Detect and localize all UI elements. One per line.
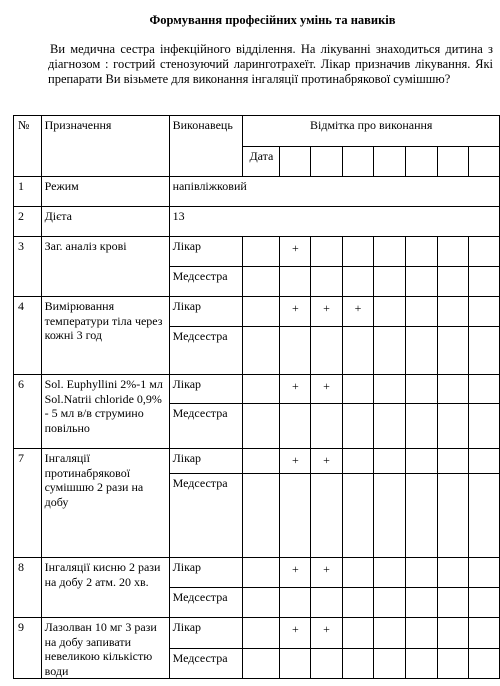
mark-cell [243, 449, 280, 474]
mark-cell: + [280, 375, 311, 404]
row-num: 1 [14, 177, 42, 207]
mark-cell: + [280, 449, 311, 474]
header-date: Дата [243, 147, 280, 177]
row-nurse: Медсестра [169, 404, 243, 449]
treatment-table [13, 115, 500, 679]
mark-cell [342, 558, 374, 588]
row-nurse: Медсестра [169, 649, 243, 679]
row-num: 3 [14, 237, 42, 297]
table-row [14, 618, 500, 649]
mark-cell: + [280, 558, 311, 588]
row-doctor: Лікар [169, 618, 243, 649]
row-num: 9 [14, 618, 42, 679]
row-doctor: Лікар [169, 237, 243, 267]
row-num: 2 [14, 207, 42, 237]
row-purpose: Інгаляції протинабрякової сумішшю 2 рази на добу [41, 449, 169, 558]
table-row [14, 449, 500, 474]
mark-cell [311, 237, 342, 267]
row-nurse: Медсестра [169, 327, 243, 375]
header-num: № [14, 116, 42, 177]
table-row [14, 297, 500, 327]
task-text: Ви медична сестра інфекційного відділення. На лікуванні знаходиться дитина з діагнозом : гострий стенозуючий ларинготрахеїт. Лікар призначив лікування. Які препарати Ви візьмете для виконання інгаляції протинабрякової сумішшю? [48, 42, 493, 86]
mark-cell [342, 375, 374, 404]
row-doctor: Лікар [169, 297, 243, 327]
row-num: 6 [14, 375, 42, 449]
mark-cell [342, 237, 374, 267]
mark-cell: + [280, 297, 311, 327]
table-row [14, 237, 500, 267]
mark-cell [243, 558, 280, 588]
mark-cell [243, 375, 280, 404]
row-purpose: Режим [41, 177, 169, 207]
row-num: 7 [14, 449, 42, 558]
row-doctor: Лікар [169, 558, 243, 588]
header-marks: Відмітка про виконання [243, 116, 500, 147]
mark-cell: + [311, 618, 342, 649]
mark-cell [342, 618, 374, 649]
header-executor: Виконавець [169, 116, 243, 177]
mark-cell: + [311, 375, 342, 404]
mark-cell: + [311, 558, 342, 588]
mark-cell [243, 618, 280, 649]
row-nurse: Медсестра [169, 474, 243, 558]
mark-cell: + [311, 297, 342, 327]
mark-cell: + [311, 449, 342, 474]
mark-cell [243, 237, 280, 267]
mark-cell: + [280, 618, 311, 649]
page-title: Формування професійних умінь та навиків [149, 13, 396, 27]
row-doctor: Лікар [169, 449, 243, 474]
header-purpose: Призначення [41, 116, 169, 177]
mark-cell: + [280, 237, 311, 267]
row-purpose: Інгаляції кисню 2 рази на добу 2 атм. 20 хв. [41, 558, 169, 618]
row-purpose: Заг. аналіз крові [41, 237, 169, 297]
table-row [14, 207, 500, 237]
row-purpose: Лазолван 10 мг 3 рази на добу запивати невеликою кількістю води [41, 618, 169, 679]
row-purpose: Дієта [41, 207, 169, 237]
row-purpose: Вимірювання температури тіла через кожні 3 год [41, 297, 169, 375]
row-nurse: Медсестра [169, 588, 243, 618]
table-row [14, 558, 500, 588]
row-executor: 13 [169, 207, 499, 237]
mark-cell [243, 297, 280, 327]
table-row [14, 375, 500, 404]
row-num: 4 [14, 297, 42, 375]
mark-cell [342, 449, 374, 474]
row-executor: напівліжковий [169, 177, 499, 207]
table-row [14, 177, 500, 207]
row-num: 8 [14, 558, 42, 618]
row-purpose: Sol. Euphyllini 2%-1 мл Sol.Natrii chloride 0,9% - 5 мл в/в струмино повільно [41, 375, 169, 449]
mark-cell: + [342, 297, 374, 327]
row-doctor: Лікар [169, 375, 243, 404]
row-nurse: Медсестра [169, 267, 243, 297]
